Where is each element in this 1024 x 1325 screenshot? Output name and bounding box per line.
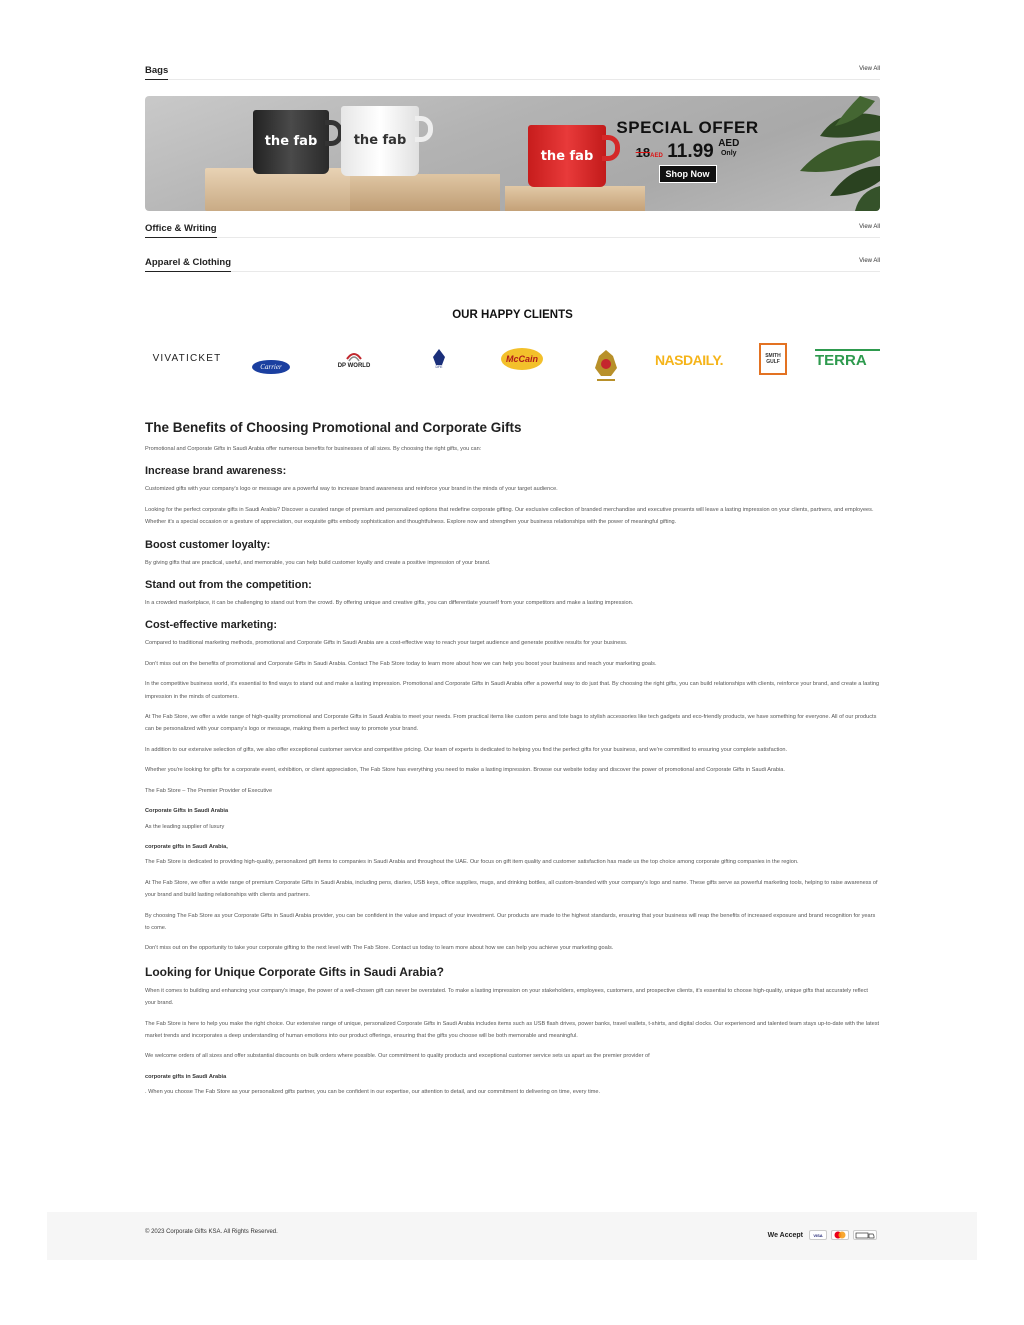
new-price-currency	[718, 139, 739, 158]
content-subheading: Cost-effective marketing:	[145, 619, 278, 632]
offer-headline: SPECIAL OFFER	[616, 118, 759, 137]
content-paragraph: We welcome orders of all sizes and offer substantial discounts on bulk orders where possible. Our commitment to quality products and exceptional customer service sets us apart as the premier provider of	[145, 1053, 650, 1060]
content-paragraph: By choosing The Fab Store as your Corporate Gifts in Saudi Arabia provider, you can be confident in the value and impact of your investment. Our products are made to the highest standards, ensuring that your business will reap the benefits of increased exposure and brand recognition for years to come.	[145, 912, 876, 931]
client-logo-text: VIVATICKET	[152, 352, 222, 364]
content-paragraph: Promotional and Corporate Gifts in Saudi Arabia offer numerous benefits for businesses of all sizes. By choosing the right gifts, you can:	[145, 446, 482, 452]
content-paragraph: As the leading supplier of luxury	[145, 823, 225, 830]
client-logo-text: SMITH GULF	[759, 343, 787, 375]
content-bold-line: corporate gifts in Saudi Arabia,	[145, 843, 228, 850]
content-bold-line: Corporate Gifts in Saudi Arabia	[145, 808, 229, 815]
content-paragraph: Whether you're looking for gifts for a corporate event, exhibition, or client appreciation, The Fab Store has everything you need to make a lasting impression. Browse our website today and discover the power of promotional and Corporate Gifts in Saudi Arabia.	[145, 767, 785, 774]
content-paragraph: The Fab Store is here to help you make the right choice. Our extensive range of unique, personalized Corporate Gifts in Saudi Arabia includes items such as USB flash drives, power banks, travel wallets, t-shirts, and digital clocks. Our experienced and talented team stays up-to-date with the latest market trends and incorporates a deep understanding of human emotions into our product offerings, ensuring that the gifts you choose will be both memorable and meaningful.	[145, 1020, 880, 1039]
seo-content	[145, 420, 880, 1107]
shop-now-button[interactable]: Shop Now	[659, 165, 717, 183]
client-logo-text: DP WORLD	[337, 363, 371, 369]
white-mug-image	[341, 106, 419, 176]
content-paragraph: When it comes to building and enhancing your company's image, the power of a well-chosen gift can never be overstated. To make a lasting impression on your stakeholders, employees, customers, and prospective clients, it's essential to choose high-quality, unique gifts that accurately reflect your brand.	[145, 987, 868, 1007]
red-mug-image	[528, 125, 606, 187]
content-paragraph: Customized gifts with your company's logo or message are a powerful way to increase brand awareness and reinforce your brand in the minds of your target audience.	[145, 486, 558, 493]
section-title-apparel: Apparel & Clothing	[145, 257, 231, 272]
section-header-office	[145, 222, 880, 238]
content-paragraph: Don't miss out on the opportunity to take your corporate gifting to the next level with The Fab Store. Contact us today to learn more about how we can help you achieve your marketing goals.	[145, 945, 614, 952]
content-paragraph: In a crowded marketplace, it can be challenging to stand out from the crowd. By offering unique and creative gifts, you can differentiate yourself from your competitors and make a lasting impression.	[145, 600, 634, 607]
client-logo-terra	[815, 348, 880, 370]
special-offer-banner[interactable]	[145, 96, 880, 211]
black-mug-image	[253, 110, 329, 174]
client-logo-dp-world	[330, 344, 378, 374]
section-title-bags: Bags	[145, 65, 168, 80]
mastercard-icon	[831, 1230, 849, 1240]
client-logo-text: Carrier	[252, 360, 289, 374]
content-paragraph: Compared to traditional marketing methods, promotional and Corporate Gifts in Saudi Arabia are a cost-effective way to reach your target audience and generate positive results for your business.	[145, 640, 628, 647]
content-heading: The Benefits of Choosing Promotional and Corporate Gifts	[145, 420, 522, 435]
new-price: 11.99	[667, 141, 714, 162]
view-all-link-apparel[interactable]: View All	[859, 258, 880, 264]
offer-block	[600, 118, 775, 183]
client-logo-text: NASDAILY.	[654, 352, 724, 368]
content-paragraph: At The Fab Store, we offer a wide range of premium Corporate Gifts in Saudi Arabia, including pens, diaries, USB keys, office supplies, mugs, and drinking bottles, all custom-branded with your company's logo and name. These gifts serve as powerful marketing tools, helping to raise awareness of your brand and build lasting relationships with clients and partners.	[145, 879, 878, 899]
content-paragraph: By giving gifts that are practical, useful, and memorable, you can help build customer loyalty and create a positive impression of your brand.	[145, 559, 491, 566]
content-paragraph: At The Fab Store, we offer a wide range of high-quality promotional and Corporate Gifts in Saudi Arabia to meet your needs. From practical items like custom pens and tote bags to stylish accessories like tech gadgets and eco-friendly products, we have something for everyone. All of our products can be personalized with your company's logo or message, making them a perfect way to promote your brand.	[145, 714, 877, 733]
client-logo-text: TERRA	[815, 352, 867, 369]
client-logo-nasdaily	[646, 350, 732, 370]
dfe-emblem-icon	[432, 349, 446, 365]
mug-brand-label: the fab	[353, 132, 407, 148]
client-logo-uae-emblem	[584, 346, 628, 386]
client-logo-text: DFE	[435, 365, 443, 369]
cash-on-delivery-icon	[853, 1230, 877, 1240]
copyright-text: © 2023 Corporate Gifts KSA. All Rights Reserved.	[145, 1229, 278, 1235]
section-header-bags	[145, 64, 880, 80]
visa-icon: VISA	[809, 1230, 827, 1240]
currency-label: AED	[718, 138, 740, 149]
section-title-office: Office & Writing	[145, 223, 217, 238]
content-paragraph: . When you choose The Fab Store as your personalized gifts partner, you can be confident in our expertise, our attention to detail, and our commitment to delivering on time, every time.	[145, 1089, 601, 1096]
client-logo-smith-gulf	[759, 344, 787, 374]
content-subheading: Boost customer loyalty:	[145, 538, 271, 551]
dp-world-emblem-icon	[345, 349, 363, 363]
section-header-apparel	[145, 256, 880, 272]
clients-section-title: OUR HAPPY CLIENTS	[452, 309, 573, 321]
wooden-pedestal	[350, 174, 500, 211]
mug-brand-label: the fab	[264, 134, 318, 150]
client-logo-mccain	[500, 345, 544, 373]
old-price-currency: AED	[650, 153, 663, 159]
content-paragraph: Don't miss out on the benefits of promotional and Corporate Gifts in Saudi Arabia. Contact The Fab Store today to learn more about how we can help you boost your business and reach your marketing goals.	[145, 660, 657, 667]
view-all-link-bags[interactable]: View All	[859, 66, 880, 72]
footer	[47, 1212, 977, 1260]
content-subheading: Looking for Unique Corporate Gifts in Saudi Arabia?	[145, 964, 444, 979]
client-logo-dfe	[429, 346, 449, 372]
content-paragraph: Looking for the perfect corporate gifts in Saudi Arabia? Discover a curated range of premium and personalized options that redefine corporate gifting. Our exclusive collection of branded merchandise and executive presents will leave a lasting impression on your clients, partners, and employees. Whether it's a special occasion or a gesture of appreciation, our exquisite gifts embody sophistication and thoughtfulness. Explore now and strengthen your business relationships with the power of meaningful gifting.	[145, 506, 874, 526]
payment-methods	[768, 1230, 877, 1240]
content-paragraph: In the competitive business world, it's essential to find ways to stand out and make a lasting impression. Promotional and Corporate Gifts in Saudi Arabia offer a powerful way to do just that. By choosing the right gifts, you can build relationships with clients, reinforce your brand, and create a lasting impression in the minds of customers.	[145, 681, 880, 700]
offer-price	[600, 139, 775, 163]
plant-leaves-image	[760, 96, 880, 211]
content-bold-line: corporate gifts in Saudi Arabia	[145, 1073, 227, 1080]
content-subheading: Stand out from the competition:	[145, 579, 312, 592]
we-accept-label: We Accept	[767, 1231, 803, 1239]
content-paragraph: The Fab Store is dedicated to providing high-quality, personalized gift items to companies in Saudi Arabia and throughout the UAE. Our focus on gift item quality and customer satisfaction has made us the top choice among corporate gifting companies in the region.	[145, 859, 799, 866]
old-price: 18	[635, 145, 651, 160]
only-label: Only	[720, 150, 737, 157]
uae-falcon-emblem-icon	[591, 348, 621, 384]
client-logo-text: McCain	[501, 348, 543, 370]
client-logo-vivaticket	[146, 348, 228, 368]
content-subheading: Increase brand awareness:	[145, 465, 287, 478]
mug-brand-label: the fab	[540, 148, 594, 164]
view-all-link-office[interactable]: View All	[859, 224, 880, 230]
wooden-pedestal	[205, 168, 355, 211]
wooden-pedestal	[505, 186, 645, 211]
content-paragraph: In addition to our extensive selection of gifts, we also offer exceptional customer service and competitive pricing. Our team of experts is dedicated to helping you find the perfect gifts for your business, and we're committed to ensuring your complete satisfaction.	[145, 746, 788, 753]
content-paragraph: The Fab Store – The Premier Provider of Executive	[145, 787, 273, 794]
client-logo-carrier	[250, 358, 292, 376]
